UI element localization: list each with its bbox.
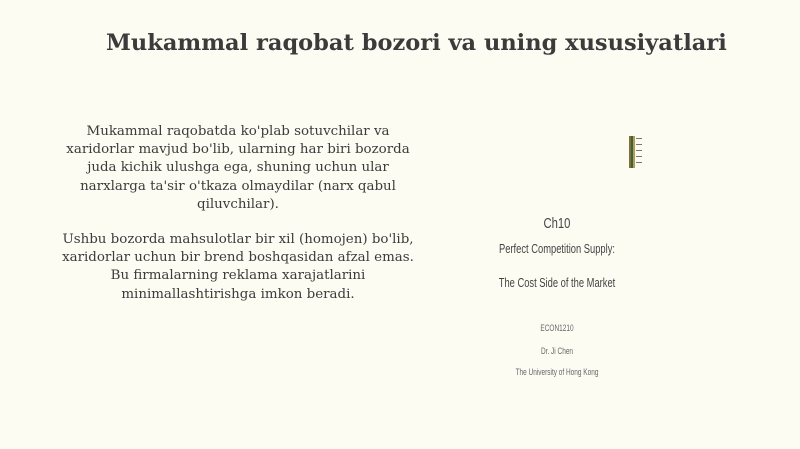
slide-image — [462, 128, 652, 398]
slide-image-chapter: Ch10 — [543, 215, 571, 232]
body-text — [58, 123, 418, 321]
slide-image-subtitle-line1: Perfect Competition Supply: — [498, 241, 616, 256]
slide-image-author: Dr. Ji Chen — [540, 346, 574, 356]
slide-image-subtitle-line2: The Cost Side of the Market — [498, 275, 616, 290]
slide-image-university: The University of Hong Kong — [515, 367, 599, 377]
university-crest-icon — [629, 136, 642, 168]
slide-image-course: ECON1210 — [540, 323, 574, 333]
paragraph-2: Ushbu bozorda mahsulotlar bir xil (homojen) bo'lib, xaridorlar uchun bir brend boshqasidan afzal emas. Bu firmalarning reklama xarajatlarini minimallashtirishga imkon beradi. — [62, 232, 414, 302]
slide-title: Mukammal raqobat bozori va uning xususiyatlari — [106, 30, 727, 56]
paragraph-1: Mukammal raqobatda ko'plab sotuvchilar va xaridorlar mavjud bo'lib, ularning har biri bozorda juda kichik ulushga ega, shuning uchun ular narxlarga ta'sir o'tkaza olmaydilar (narx qabul qiluvchilar). — [66, 124, 410, 212]
